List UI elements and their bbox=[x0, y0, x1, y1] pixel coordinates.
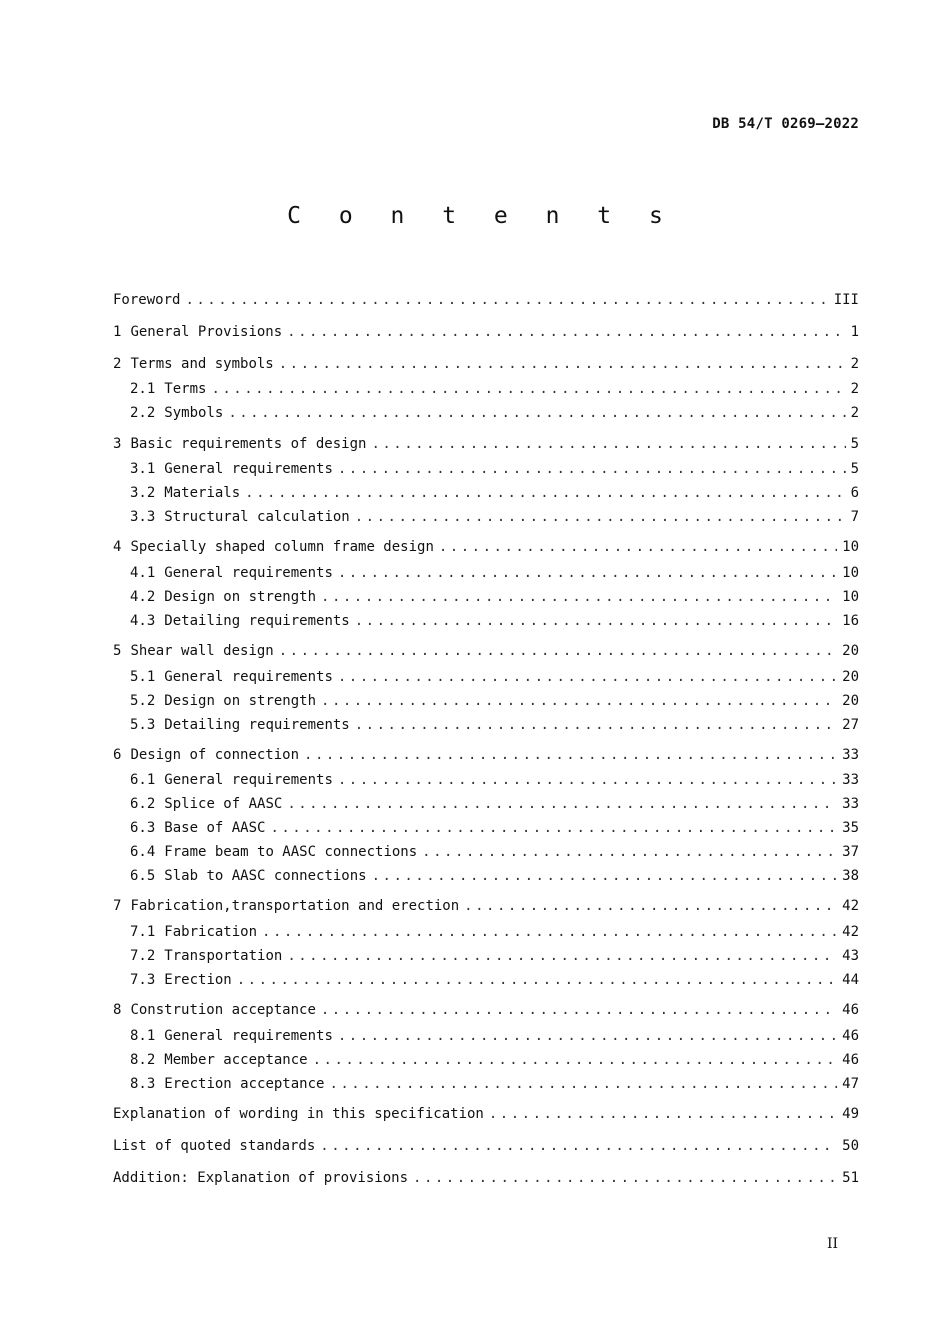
toc-entry-page: 50 bbox=[842, 1138, 859, 1154]
toc-entry[interactable] bbox=[113, 1104, 859, 1124]
toc-entry-page: 20 bbox=[842, 669, 859, 685]
toc-entry-page: 38 bbox=[842, 868, 859, 884]
dot-leader bbox=[245, 483, 845, 503]
toc-entry-number: 4.2 bbox=[130, 589, 156, 605]
toc-entry-page: 33 bbox=[842, 796, 859, 812]
toc-entry-label: Design of connection bbox=[130, 747, 300, 763]
toc-entry-number: 3.2 bbox=[130, 485, 156, 501]
dot-leader bbox=[422, 842, 837, 862]
toc-entry-number: 7.1 bbox=[130, 924, 156, 940]
toc-entry-page: 2 bbox=[850, 356, 859, 372]
toc-entry[interactable] bbox=[113, 537, 859, 557]
dot-leader bbox=[321, 587, 837, 607]
toc-entry-number: 5.1 bbox=[130, 669, 156, 685]
toc-entry[interactable] bbox=[113, 290, 859, 310]
toc-entry-page: 7 bbox=[850, 509, 859, 525]
toc-entry-page: 2 bbox=[850, 381, 859, 397]
toc-entry-page: 1 bbox=[850, 324, 859, 340]
toc-entry-page: 35 bbox=[842, 820, 859, 836]
toc-entry-number: 4.3 bbox=[130, 613, 156, 629]
toc-subentry[interactable] bbox=[130, 1050, 859, 1070]
dot-leader bbox=[413, 1168, 837, 1188]
dot-leader bbox=[355, 715, 837, 735]
toc-entry-number: 4.1 bbox=[130, 565, 156, 581]
dot-leader bbox=[262, 922, 837, 942]
toc-subentry[interactable] bbox=[130, 507, 859, 527]
toc-entry-number: 7.2 bbox=[130, 948, 156, 964]
toc-entry-label: Symbols bbox=[164, 405, 224, 421]
toc-entry-label: List of quoted standards bbox=[113, 1138, 316, 1154]
toc-entry-number: 8.1 bbox=[130, 1028, 156, 1044]
toc-entry-label: Explanation of wording in this specification bbox=[113, 1106, 484, 1122]
dot-leader bbox=[320, 1136, 837, 1156]
toc-entry[interactable] bbox=[113, 1168, 859, 1188]
toc-subentry[interactable] bbox=[130, 667, 859, 687]
toc-entry-number: 4 bbox=[113, 539, 122, 555]
dot-leader bbox=[338, 770, 837, 790]
toc-entry-label: Slab to AASC connections bbox=[164, 868, 367, 884]
toc-entry[interactable] bbox=[113, 322, 859, 342]
toc-entry-page: 2 bbox=[850, 405, 859, 421]
toc-entry-number: 3.3 bbox=[130, 509, 156, 525]
dot-leader bbox=[321, 691, 837, 711]
dot-leader bbox=[355, 507, 846, 527]
toc-entry-label: Erection acceptance bbox=[164, 1076, 325, 1092]
toc-entry-page: 42 bbox=[842, 924, 859, 940]
toc-entry-label: Detailing requirements bbox=[164, 613, 350, 629]
toc-entry-page: 33 bbox=[842, 772, 859, 788]
toc-entry-page: 44 bbox=[842, 972, 859, 988]
toc-entry-number: 2.1 bbox=[130, 381, 156, 397]
toc-subentry[interactable] bbox=[130, 611, 859, 631]
toc-entry[interactable] bbox=[113, 434, 859, 454]
toc-entry-label: General requirements bbox=[164, 1028, 333, 1044]
toc-entry-label: General Provisions bbox=[130, 324, 283, 340]
toc-entry-number: 2 bbox=[113, 356, 122, 372]
toc-entry[interactable] bbox=[113, 1000, 859, 1020]
toc-entry-number: 6.2 bbox=[130, 796, 156, 812]
toc-subentry[interactable] bbox=[130, 403, 859, 423]
toc-entry-page: 33 bbox=[842, 747, 859, 763]
toc-entry-number: 6.4 bbox=[130, 844, 156, 860]
toc-subentry[interactable] bbox=[130, 922, 859, 942]
toc-entry-label: Frame beam to AASC connections bbox=[164, 844, 418, 860]
page-number: II bbox=[827, 1236, 839, 1252]
toc-entry-label: Foreword bbox=[113, 292, 181, 308]
toc-entry-label: General requirements bbox=[164, 669, 333, 685]
toc-entry-label: General requirements bbox=[164, 772, 333, 788]
toc-entry-page: III bbox=[833, 292, 859, 308]
toc-entry-page: 47 bbox=[842, 1076, 859, 1092]
toc-subentry[interactable] bbox=[130, 770, 859, 790]
toc-entry-label: Constrution acceptance bbox=[130, 1002, 316, 1018]
dot-leader bbox=[439, 537, 837, 557]
toc-entry-label: Specially shaped column frame design bbox=[130, 539, 434, 555]
toc-entry-page: 27 bbox=[842, 717, 859, 733]
dot-leader bbox=[279, 641, 837, 661]
page-title: C o n t e n t s bbox=[287, 203, 675, 229]
toc-entry-page: 10 bbox=[842, 565, 859, 581]
dot-leader bbox=[338, 667, 837, 687]
toc-entry-label: Terms bbox=[164, 381, 207, 397]
toc-entry-label: Transportation bbox=[164, 948, 283, 964]
toc-entry-page: 10 bbox=[842, 589, 859, 605]
dot-leader bbox=[338, 563, 837, 583]
toc-subentry[interactable] bbox=[130, 946, 859, 966]
toc-entry-label: Detailing requirements bbox=[164, 717, 350, 733]
dot-leader bbox=[185, 290, 828, 310]
toc-entry-label: Member acceptance bbox=[164, 1052, 308, 1068]
toc-entry-page: 46 bbox=[842, 1028, 859, 1044]
toc-entry[interactable] bbox=[113, 354, 859, 374]
toc-subentry[interactable] bbox=[130, 1074, 859, 1094]
toc-subentry[interactable] bbox=[130, 459, 859, 479]
toc-entry-page: 49 bbox=[842, 1106, 859, 1122]
toc-entry-number: 5 bbox=[113, 643, 122, 659]
dot-leader bbox=[211, 379, 845, 399]
toc-entry-number: 3.1 bbox=[130, 461, 156, 477]
dot-leader bbox=[313, 1050, 838, 1070]
toc-entry-page: 20 bbox=[842, 693, 859, 709]
toc-entry-number: 1 bbox=[113, 324, 122, 340]
toc-entry-label: General requirements bbox=[164, 461, 333, 477]
toc-entry[interactable] bbox=[113, 641, 859, 661]
toc-entry-number: 8.2 bbox=[130, 1052, 156, 1068]
dot-leader bbox=[355, 611, 837, 631]
toc-entry-label: Splice of AASC bbox=[164, 796, 283, 812]
toc-entry-label: Fabrication,transportation and erection bbox=[130, 898, 460, 914]
toc-subentry[interactable] bbox=[130, 715, 859, 735]
toc-entry-label: Materials bbox=[164, 485, 241, 501]
toc-entry[interactable] bbox=[113, 1136, 859, 1156]
dot-leader bbox=[371, 434, 845, 454]
toc-subentry[interactable] bbox=[130, 842, 859, 862]
toc-entry-page: 43 bbox=[842, 948, 859, 964]
toc-entry-number: 6 bbox=[113, 747, 122, 763]
toc-subentry[interactable] bbox=[130, 818, 859, 838]
toc-entry-page: 46 bbox=[842, 1002, 859, 1018]
toc-subentry[interactable] bbox=[130, 691, 859, 711]
toc-subentry[interactable] bbox=[130, 1026, 859, 1046]
dot-leader bbox=[464, 896, 837, 916]
toc-entry-label: Design on strength bbox=[164, 589, 317, 605]
toc-entry-page: 42 bbox=[842, 898, 859, 914]
toc-entry-page: 6 bbox=[850, 485, 859, 501]
dot-leader bbox=[228, 403, 845, 423]
toc-entry-number: 7 bbox=[113, 898, 122, 914]
toc-subentry[interactable] bbox=[130, 794, 859, 814]
toc-entry-label: Addition: Explanation of provisions bbox=[113, 1170, 409, 1186]
dot-leader bbox=[321, 1000, 837, 1020]
toc-subentry[interactable] bbox=[130, 970, 859, 990]
toc-entry-label: Terms and symbols bbox=[130, 356, 274, 372]
toc-entry-number: 6.5 bbox=[130, 868, 156, 884]
toc-subentry[interactable] bbox=[130, 483, 859, 503]
dot-leader bbox=[304, 745, 837, 765]
toc-subentry[interactable] bbox=[130, 587, 859, 607]
document-code: DB 54/T 0269—2022 bbox=[712, 116, 859, 132]
dot-leader bbox=[372, 866, 838, 886]
toc-entry-label: Erection bbox=[164, 972, 232, 988]
toc-entry-page: 37 bbox=[842, 844, 859, 860]
toc-entry-label: Shear wall design bbox=[130, 643, 274, 659]
toc-entry-label: Structural calculation bbox=[164, 509, 350, 525]
toc-entry-number: 5.2 bbox=[130, 693, 156, 709]
toc-entry-page: 10 bbox=[842, 539, 859, 555]
toc-subentry[interactable] bbox=[130, 379, 859, 399]
toc-subentry[interactable] bbox=[130, 563, 859, 583]
toc-entry-page: 46 bbox=[842, 1052, 859, 1068]
toc-subentry[interactable] bbox=[130, 866, 859, 886]
toc-entry[interactable] bbox=[113, 896, 859, 916]
toc-entry-label: Fabrication bbox=[164, 924, 258, 940]
dot-leader bbox=[287, 322, 845, 342]
toc-entry-page: 20 bbox=[842, 643, 859, 659]
toc-entry-number: 2.2 bbox=[130, 405, 156, 421]
toc-entry-page: 5 bbox=[850, 436, 859, 452]
toc-entry-number: 8.3 bbox=[130, 1076, 156, 1092]
toc-entry-number: 6.1 bbox=[130, 772, 156, 788]
toc-entry-label: Design on strength bbox=[164, 693, 317, 709]
dot-leader bbox=[287, 946, 837, 966]
dot-leader bbox=[287, 794, 837, 814]
toc-entry-number: 3 bbox=[113, 436, 122, 452]
toc-entry-number: 8 bbox=[113, 1002, 122, 1018]
dot-leader bbox=[338, 1026, 837, 1046]
toc-entry-number: 5.3 bbox=[130, 717, 156, 733]
toc-entry-label: Base of AASC bbox=[164, 820, 266, 836]
toc-entry-label: Basic requirements of design bbox=[130, 436, 367, 452]
toc-entry-number: 6.3 bbox=[130, 820, 156, 836]
toc-entry-label: General requirements bbox=[164, 565, 333, 581]
dot-leader bbox=[338, 459, 846, 479]
dot-leader bbox=[237, 970, 837, 990]
toc-entry-number: 7.3 bbox=[130, 972, 156, 988]
dot-leader bbox=[489, 1104, 837, 1124]
dot-leader bbox=[329, 1074, 837, 1094]
toc-entry-page: 5 bbox=[850, 461, 859, 477]
dot-leader bbox=[279, 354, 846, 374]
toc-entry-page: 16 bbox=[842, 613, 859, 629]
dot-leader bbox=[270, 818, 837, 838]
toc-entry[interactable] bbox=[113, 745, 859, 765]
toc-entry-page: 51 bbox=[842, 1170, 859, 1186]
